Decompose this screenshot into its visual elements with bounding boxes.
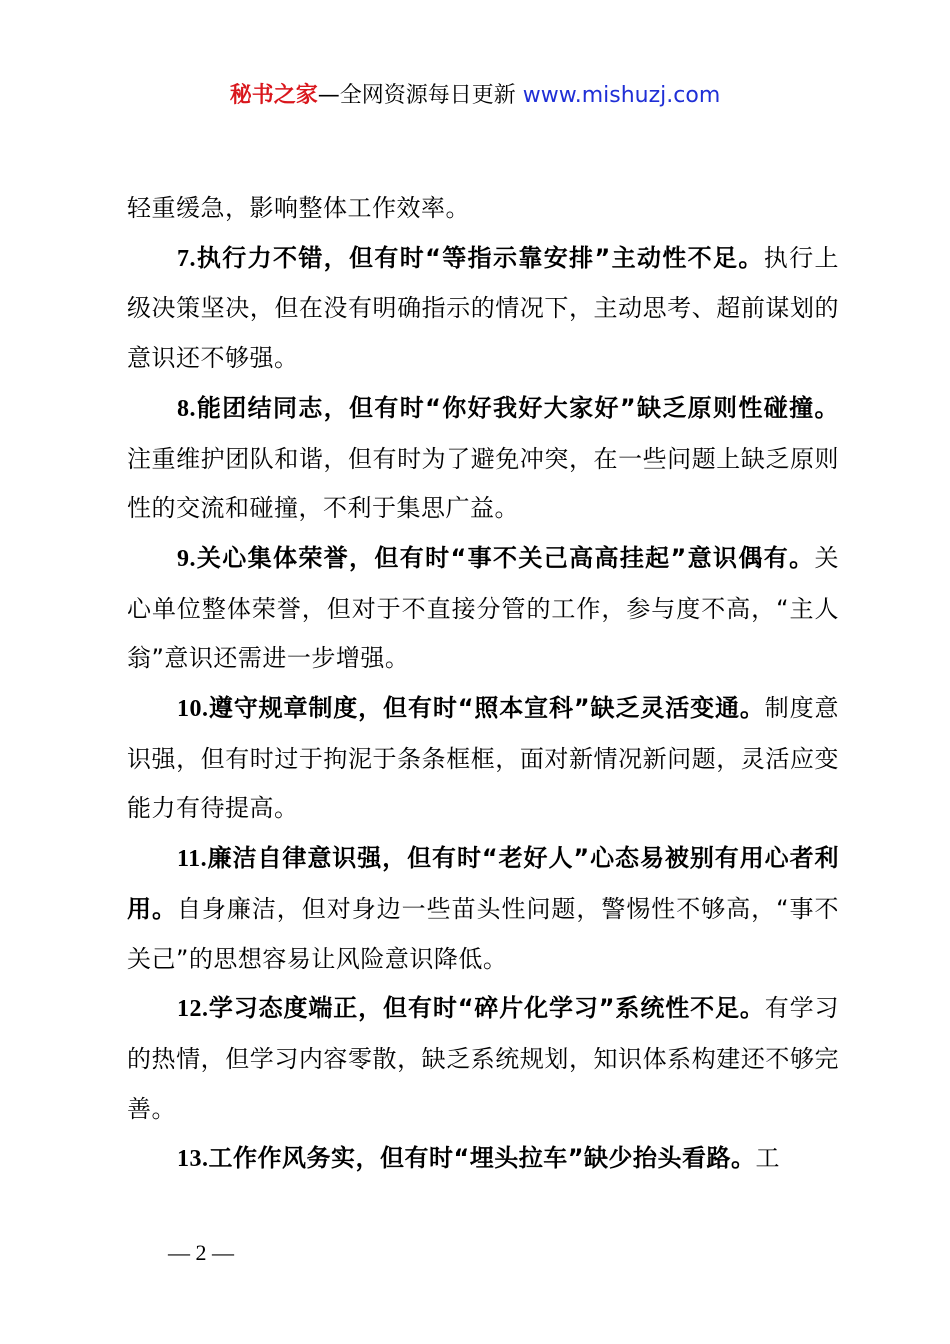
paragraph-item-13 xyxy=(127,1134,839,1185)
site-tagline: —全网资源每日更新 xyxy=(317,83,516,108)
page-number: — 2 — xyxy=(168,1240,234,1265)
item-number: 9. xyxy=(177,545,196,572)
item-number: 8. xyxy=(177,395,196,422)
item-number: 13. xyxy=(177,1146,209,1173)
paragraph-text: 执行上级决策坚决，但在没有明确指示的情况下，主动思考、超前谋划的意识还不够强。 xyxy=(127,243,840,373)
item-heading: 学习态度端正，但有时“碎片化学习”系统性不足。 xyxy=(208,994,765,1023)
site-brand: 秘书之家 xyxy=(229,83,318,108)
item-heading: 廉洁自律意识强，但有时“老好人”心态易被别有用心者利用。 xyxy=(127,844,839,923)
paragraph-text: 轻重缓急，影响整体工作效率。 xyxy=(127,194,470,222)
site-url-link[interactable]: www.mishuzj.com xyxy=(522,83,721,108)
paragraph-item-7 xyxy=(127,234,839,384)
paragraph-text: 注重维护团队和谐，但有时为了避免冲突，在一些问题上缺乏原则性的交流和碰撞，不利于集思广益。 xyxy=(127,444,839,523)
paragraph-item-10 xyxy=(127,684,839,834)
item-heading: 能团结同志，但有时“你好我好大家好”缺乏原则性碰撞。 xyxy=(196,393,839,422)
item-heading: 执行力不错，但有时“等指示靠安排”主动性不足。 xyxy=(196,243,764,272)
item-heading: 工作作风务实，但有时“埋头拉车”缺少抬头看路。 xyxy=(208,1144,756,1173)
paragraph-item-12 xyxy=(127,984,839,1134)
paragraph-text: 自身廉洁，但对身边一些苗头性问题，警惕性不够高，“事不关己”的思想容易让风险意识降低。 xyxy=(127,894,839,973)
item-heading: 关心集体荣誉，但有时“事不关己高高挂起”意识偶有。 xyxy=(196,543,815,572)
paragraph-continuation xyxy=(127,184,839,234)
site-header xyxy=(0,80,950,112)
item-number: 10. xyxy=(177,696,209,723)
paragraph-item-9 xyxy=(127,534,839,684)
item-number: 12. xyxy=(177,996,209,1023)
paragraph-text: 制度意识强，但有时过于拘泥于条条框框，面对新情况新问题，灵活应变能力有待提高。 xyxy=(127,694,839,823)
item-heading: 遵守规章制度，但有时“照本宣科”缺乏灵活变通。 xyxy=(208,694,765,723)
paragraph-text: 有学习的热情，但学习内容零散，缺乏系统规划，知识体系构建还不够完善。 xyxy=(127,994,839,1123)
paragraph-item-8 xyxy=(127,384,839,534)
paragraph-text: 关心单位整体荣誉，但对于不直接分管的工作，参与度不高，“主人翁”意识还需进一步增强。 xyxy=(127,543,839,673)
paragraph-text: 工 xyxy=(755,1144,781,1173)
item-number: 7. xyxy=(177,245,196,272)
document-body xyxy=(127,184,839,1185)
item-number: 11. xyxy=(177,846,208,873)
paragraph-item-11 xyxy=(127,834,839,984)
